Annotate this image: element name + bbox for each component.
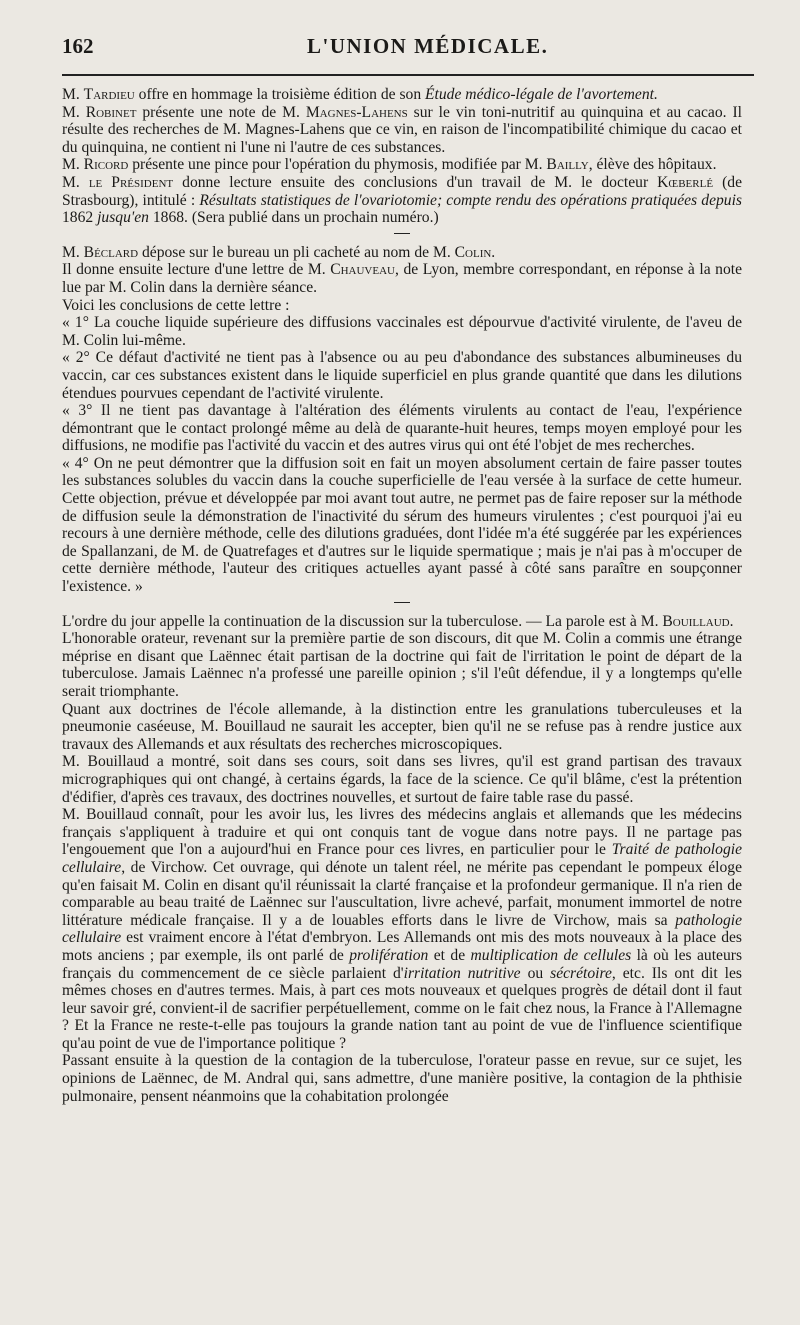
text-run: jusqu'en	[97, 209, 149, 227]
text-run: Passant ensuite à la question de la contagion de la tuberculose, l'orateur passe en revue, sur ce sujet, les opinions de Laënnec, de M. Andral qui, sans admettre, d'une manière positive, la contagion de la phthisie pulmonaire, pensent néanmoins que la cohabitation prolongée	[62, 1052, 742, 1105]
text-run: Tardieu	[83, 86, 135, 103]
text-run: sécrétoire	[550, 964, 612, 982]
text-run: Traité de pathologie cellulaire	[62, 841, 742, 876]
text-run: présente une note de M.	[136, 103, 306, 121]
text-run: M.	[62, 103, 86, 121]
text-run: Quant aux doctrines de l'école allemande, à la distinction entre les granulations tuberculeuses et la pneumonie caséeuse, M. Bouillaud ne saurait les accepter, bien qu'il ne se refuse pas à rendre justice aux travaux des Allemands et aux résultats des recherches microscopiques.	[62, 700, 742, 753]
text-run: sur le vin toni-nutritif au quinquina et au cacao. Il résulte des recherches de M. Magnes-Lahens que ce vin, en raison de l'incompatibilité chimique du cacao et du quinquina, ne contient ni l'une ni l'autre de ces substances.	[62, 103, 742, 156]
text-run: (de Strasbourg), intitulé :	[62, 173, 742, 209]
text-run: M. Bouillaud connaît, pour les avoir lus, les livres des médecins anglais et allemands que les médecins français s'appliquent à traduire et qui ont conquis tant de vogue dans notre pays. Il ne partage pas l'engouement que l'on a aujourd'hui en France pour ces livres, en particulier pour le	[62, 806, 742, 859]
section-separator	[394, 602, 410, 603]
text-run: 1862	[62, 209, 98, 227]
text-run: M.	[62, 173, 89, 191]
text-run: M.	[62, 86, 84, 103]
page-header	[62, 34, 748, 68]
paragraph	[62, 1052, 742, 1105]
paragraph	[62, 613, 742, 631]
paragraph	[62, 455, 742, 596]
text-run: , etc. Ils ont dit les mêmes choses en d'autres termes. Mais, à part ces mots nouveaux et quelques progrès de détail dont il faut leur savoir gré, convient-il de sacrifier perpétuellement, comme on le fait chez nous, la France à l'Allemagne ? Et la France ne reste-t-elle pas toujours la grande nation tant au point de vue de l'influence scientifique qu'au point de vue de l'importance politique ?	[62, 964, 742, 1052]
text-run: irritation nutritive	[403, 964, 521, 982]
paragraph	[62, 349, 742, 402]
text-run: et de	[428, 946, 471, 964]
text-run: Béclard	[83, 243, 139, 261]
paragraph	[62, 244, 742, 262]
text-run: Résultats statistiques de l'ovariotomie; compte rendu des opérations pratiquées depuis	[199, 191, 742, 209]
text-run: Chauveau	[330, 261, 395, 279]
paragraph	[62, 753, 742, 806]
text-run: Voici les conclusions de cette lettre :	[62, 296, 290, 314]
paragraph	[62, 174, 742, 227]
section-separator	[394, 233, 410, 234]
paragraph	[62, 701, 742, 754]
article-body	[62, 86, 742, 1105]
text-run: « 2° Ce défaut d'activité ne tient pas à l'absence ou au peu d'abondance des substances albumineuses du vaccin, car ces substances existent dans le liquide superficiel en plus grande quantité que dans les dilutions étendues pourvues cependant de l'activité virulente.	[62, 349, 742, 402]
text-run: donne lecture ensuite des conclusions d'un travail de M. le docteur	[173, 173, 658, 191]
text-run: pathologie cellulaire	[62, 911, 742, 947]
text-run: le Président	[88, 173, 174, 191]
text-run: Ricord	[83, 156, 129, 174]
text-run: M.	[62, 243, 84, 261]
text-run: , de Lyon, membre correspondant, en réponse à la note lue par M. Colin dans la dernière séance.	[62, 261, 743, 296]
text-run: L'honorable orateur, revenant sur la première partie de son discours, dit que M. Colin a commis une étrange méprise en disant que Laënnec était partisan de la doctrine qui fait de l'irritation le point de départ de la tuberculose. Jamais Laënnec n'a professé une pareille opinion ; s'il l'eût défendue, il y a longtemps qu'elle serait triomphante.	[62, 630, 742, 700]
text-run: multiplication de cellules	[470, 946, 632, 964]
text-run: M. Bouillaud a montré, soit dans ses cours, soit dans ses livres, qu'il est grand partisan des travaux micrographiques qui ont changé, à certains égards, la face de la science. Ce qu'il blâme, c'est la prétention d'édifier, d'après ces travaux, des doctrines nouvelles, et surtout de faire table rase du passé.	[62, 753, 742, 806]
text-run: Colin	[454, 243, 492, 261]
text-run: est vraiment encore à l'état d'embryon. Les Allemands ont mis des mots nouveaux à la place des mots anciens ; par exemple, ils ont parlé de	[62, 929, 742, 964]
text-run: M.	[62, 156, 84, 174]
header-rule	[62, 74, 754, 76]
text-run: , de Virchow. Cet ouvrage, qui dénote un talent réel, ne mérite pas cependant le pompeux éloge qu'en faisait M. Colin en disant qu'il réunissait la clarté française et la profondeur germanique. Il n'a rien de comparable au beau traité de Laënnec sur l'auscultation, livre achevé, parfait, monument immortel de notre littérature médicale française. Il y a de louables efforts dans le livre de Virchow, mais sa	[62, 858, 742, 929]
text-run: .	[491, 243, 496, 261]
text-run: Bailly	[546, 156, 589, 174]
paragraph	[62, 630, 742, 700]
paragraph	[62, 156, 742, 174]
text-run: .	[729, 612, 734, 630]
text-run: là où les auteurs français du commencement de ce siècle parlaient d'	[62, 946, 743, 982]
text-run: « 4° On ne peut démontrer que la diffusion soit en fait un moyen absolument certain de faire passer toutes les substances solubles du vaccin dans la couche superficielle de l'eau versée à la surface de cette humeur. Cette objection, prévue et développée par moi avant tout autre, ne permet pas de faire reposer sur la méthode de diffusion seule la démonstration de l'inactivité du sérum des humeurs virulentes ; c'est pourquoi j'ai eu recours à une dernière méthode, celle des dilutions graduées, dont l'idée m'a été suggérée par les expériences de Spallanzani, de M. de Quatrefages et d'autres sur le liquide spermatique ; mais je n'ai pas à m'occuper de cette dernière méthode, l'auteur des critiques actuelles ayant passé à côté sans paraître en soupçonner l'existence. »	[62, 454, 742, 596]
paragraph	[62, 261, 742, 296]
text-run: « 3° Il ne tient pas davantage à l'altération des éléments virulents au contact de l'eau, l'expérience démontrant que le contact prolongé même au delà de quarante-huit heures, temps moyen employé pour les diffusions, ne modifie pas l'activité du vaccin et des autres virus qui ont été l'objet de mes recherches.	[62, 402, 742, 455]
text-run: Il donne ensuite lecture d'une lettre de M.	[62, 261, 331, 279]
text-run: dépose sur le bureau un pli cacheté au nom de M.	[138, 243, 455, 261]
journal-title: L'UNION MÉDICALE.	[307, 34, 549, 58]
text-run: Robinet	[85, 103, 137, 121]
paragraph	[62, 86, 742, 104]
text-run: Magnes-Lahens	[305, 103, 408, 121]
text-run: , élève des hôpitaux.	[588, 156, 717, 174]
page-number: 162	[62, 34, 94, 58]
text-run: ou	[520, 964, 551, 982]
text-run: « 1° La couche liquide supérieure des diffusions vaccinales est dépourvue d'activité virulente, de l'aveu de M. Colin lui-même.	[62, 314, 742, 349]
paragraph	[62, 314, 742, 349]
text-run: prolifération	[349, 946, 429, 964]
text-run: Kœberlé	[657, 173, 714, 191]
paragraph	[62, 402, 742, 455]
text-run: 1868. (Sera publié dans un prochain numéro.)	[148, 209, 439, 227]
text-run: offre en hommage la troisième édition de son	[134, 86, 426, 103]
text-run: Bouillaud	[662, 612, 730, 630]
text-run: Étude médico-légale de l'avortement.	[425, 86, 658, 103]
paragraph	[62, 806, 742, 1052]
paragraph	[62, 104, 742, 157]
paragraph	[62, 297, 742, 315]
text-run: L'ordre du jour appelle la continuation de la discussion sur la tuberculose. — La parole est à M.	[62, 612, 663, 630]
text-run: présente une pince pour l'opération du phymosis, modifiée par M.	[128, 156, 547, 174]
